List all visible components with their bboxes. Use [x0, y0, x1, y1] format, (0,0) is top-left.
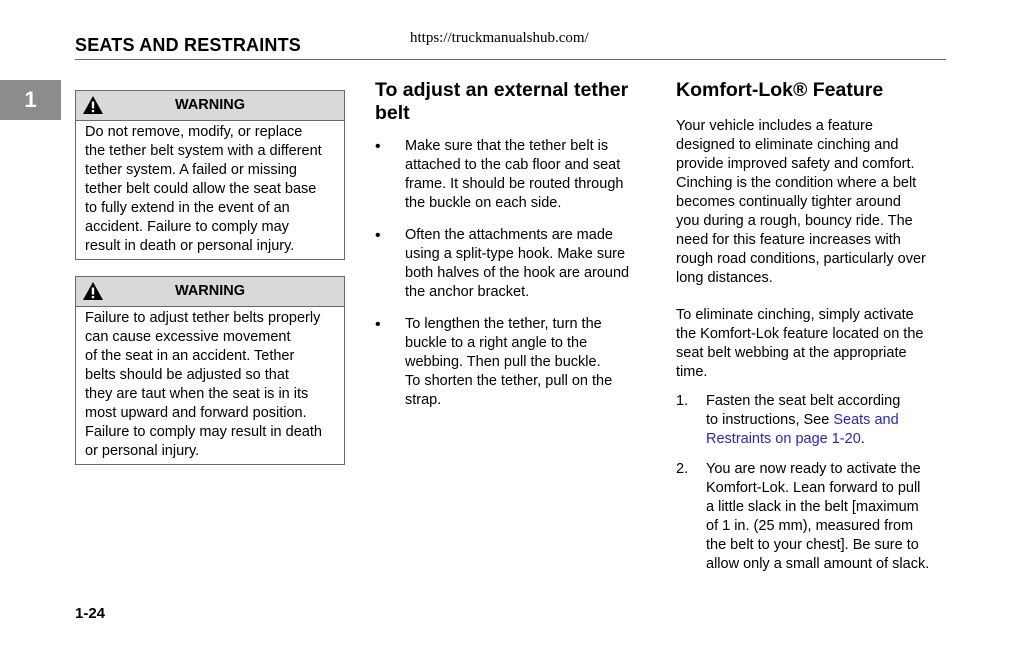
text-line: Komfort-Lok. Lean forward to pull [706, 480, 921, 496]
text-line: accident. Failure to comply may [85, 219, 289, 235]
step-text [706, 392, 951, 449]
text-fragment: to instructions, See [706, 412, 834, 428]
warning-label: WARNING [174, 283, 246, 299]
komfort-activate-paragraph [676, 306, 951, 382]
text-line: need for this feature increases with [676, 232, 901, 248]
text-line: both halves of the hook are around [405, 265, 630, 281]
text-line: of 1 in. (25 mm), measured from [706, 518, 914, 534]
text-line: long distances. [676, 270, 773, 286]
bullet-text [405, 137, 650, 213]
text-line: seat belt webbing at the appropriate [676, 345, 907, 361]
step-text [706, 460, 951, 574]
header-divider [75, 59, 946, 60]
text-line: To shorten the tether, pull on the [405, 373, 613, 389]
heading-line: To adjust an external tether [375, 79, 629, 101]
heading-line: belt [375, 102, 410, 124]
text-line: most upward and forward position. [85, 405, 307, 421]
warning-header [76, 91, 344, 121]
text-line: Failure to adjust tether belts properly [85, 310, 321, 326]
text-line: the Komfort-Lok feature located on the [676, 326, 924, 342]
text-line: or personal injury. [85, 443, 200, 459]
section-title: SEATS AND RESTRAINTS [75, 35, 302, 55]
text-line: attached to the cab floor and seat [405, 157, 621, 173]
text-line: Do not remove, modify, or replace [85, 124, 303, 140]
text-line: strap. [405, 392, 442, 408]
komfort-heading: Komfort-Lok® Feature [676, 79, 884, 101]
warning-box-tether-adjust [75, 276, 345, 465]
text-line: You are now ready to activate the [706, 461, 921, 477]
text-line: belts should be adjusted so that [85, 367, 289, 383]
warning-label: WARNING [174, 97, 246, 113]
text-line: Cinching is the condition where a belt [676, 175, 917, 191]
seats-restraints-link[interactable]: Restraints on page 1-20 [706, 431, 861, 447]
bullet-icon: • [375, 227, 381, 244]
text-line: Failure to comply may result in death [85, 424, 322, 440]
text-line: becomes continually tighter around [676, 194, 901, 210]
text-line: To eliminate cinching, simply activate [676, 307, 914, 323]
step-number: 1. [676, 393, 689, 409]
text-line: a little slack in the belt [maximum [706, 499, 919, 515]
source-url[interactable]: https://truckmanualshub.com/ [410, 30, 589, 46]
tether-heading [375, 79, 655, 125]
text-line: Fasten the seat belt according [706, 393, 901, 409]
text-line: to fully extend in the event of an [85, 200, 290, 216]
text-line: the tether belt system with a different [85, 143, 322, 159]
text-line: the buckle on each side. [405, 195, 562, 211]
text-line: To lengthen the tether, turn the [405, 316, 602, 332]
text-line [706, 430, 951, 449]
komfort-intro-paragraph [676, 117, 951, 288]
text-line: the belt to your chest]. Be sure to [706, 537, 919, 553]
text-line: of the seat in an accident. Tether [85, 348, 295, 364]
text-line: result in death or personal injury. [85, 238, 295, 254]
text-line: you during a rough, bouncy ride. The [676, 213, 913, 229]
bullet-text [405, 226, 650, 302]
page-number: 1-24 [75, 605, 106, 622]
seats-restraints-link[interactable]: Seats and [833, 412, 899, 428]
text-line: frame. It should be routed through [405, 176, 624, 192]
warning-text [76, 121, 344, 259]
text-fragment: . [860, 431, 865, 447]
text-line [706, 411, 951, 430]
text-line: can cause excessive movement [85, 329, 291, 345]
text-line: Your vehicle includes a feature [676, 118, 873, 134]
chapter-tab[interactable]: 1 [0, 80, 61, 120]
text-line: provide improved safety and comfort. [676, 156, 915, 172]
text-line: the anchor bracket. [405, 284, 530, 300]
text-line: using a split-type hook. Make sure [405, 246, 626, 262]
text-line: Often the attachments are made [405, 227, 613, 243]
text-line: they are taut when the seat is in its [85, 386, 309, 402]
warning-box-tether-removal [75, 90, 345, 260]
bullet-icon: • [375, 316, 381, 333]
text-line: webbing. Then pull the buckle. [405, 354, 601, 370]
text-line: Make sure that the tether belt is [405, 138, 609, 154]
text-line: time. [676, 364, 708, 380]
text-line: rough road conditions, particularly over [676, 251, 926, 267]
step-number: 2. [676, 461, 689, 477]
bullet-text [405, 315, 650, 410]
text-line: allow only a small amount of slack. [706, 556, 930, 572]
warning-header [76, 277, 344, 307]
warning-text [76, 307, 344, 464]
text-line: tether system. A failed or missing [85, 162, 297, 178]
text-line: designed to eliminate cinching and [676, 137, 899, 153]
text-line: buckle to a right angle to the [405, 335, 588, 351]
text-line: tether belt could allow the seat base [85, 181, 317, 197]
bullet-icon: • [375, 138, 381, 155]
